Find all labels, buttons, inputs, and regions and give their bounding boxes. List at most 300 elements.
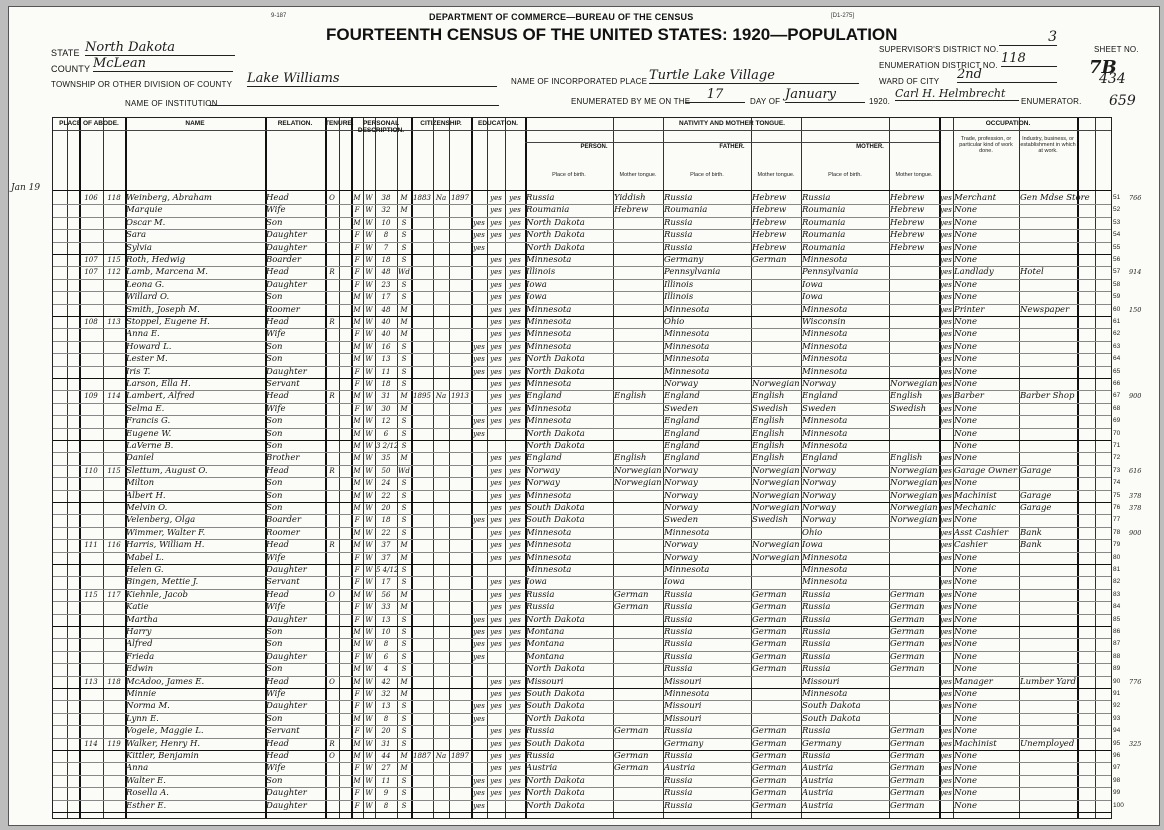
cell-age: 35 (381, 454, 391, 463)
cell-sex: F (354, 603, 360, 612)
cell-sex: M (353, 739, 361, 748)
enumerator-name: Carl H. Helmbrecht (895, 87, 1019, 101)
line-number: 64 (1113, 355, 1121, 363)
cell-eng: yes (940, 479, 952, 488)
cell-name: Iris T. (126, 366, 151, 377)
cell-occ: None (954, 726, 978, 737)
cell-fam: 114 (107, 392, 121, 401)
cell-age: 31 (381, 739, 391, 748)
cell-eng: yes (940, 355, 952, 364)
census-table (52, 117, 1142, 819)
cell-pob: North Dakota (526, 230, 585, 241)
cell-pob: Missouri (526, 676, 564, 687)
cell-dw: 106 (84, 194, 98, 202)
cell-fpob: England (664, 453, 700, 464)
cell-mar: M (400, 603, 408, 612)
cell-mar: S (401, 218, 407, 227)
table-row (53, 291, 1121, 303)
cell-rel: Daughter (266, 701, 307, 712)
cell-read: yes (490, 702, 502, 711)
cell-age: 37 (381, 541, 391, 550)
cell-fpob: Russia (664, 193, 693, 203)
cell-sex: F (354, 553, 360, 562)
cell-eng: yes (940, 504, 952, 512)
cell-sex: F (354, 231, 360, 240)
cell-own: R (329, 739, 335, 748)
cell-mpob: Iowa (802, 279, 823, 290)
county-label: COUNTY (51, 64, 91, 74)
cell-fpob: England (664, 391, 700, 402)
cell-fpob: Russia (664, 775, 693, 786)
cell-race: W (365, 342, 373, 351)
group-heading: PLACE OF ABODE. (59, 120, 119, 127)
cell-rel: Wife (266, 403, 286, 414)
line-number: 93 (1113, 714, 1121, 722)
cell-name: Helen G. (126, 565, 164, 575)
cell-race: W (365, 417, 373, 426)
cell-fam: 116 (107, 541, 121, 550)
cell-mt: Hebrew (614, 205, 649, 216)
cell-rel: Wife (266, 205, 286, 216)
cell-age: 18 (381, 516, 391, 525)
cell-occ: None (954, 639, 978, 650)
cell-fpob: Minnesota (664, 565, 710, 575)
line-number: 74 (1113, 479, 1121, 487)
cell-mar: M (400, 677, 408, 686)
line-number: 73 (1113, 466, 1121, 474)
cell-mpob: Wisconsin (802, 317, 846, 327)
table-row (53, 378, 1121, 390)
cell-pob: North Dakota (526, 428, 585, 439)
cell-own: O (329, 590, 335, 599)
cell-yr: 1887 (413, 752, 431, 760)
cell-pob: Minnesota (526, 552, 572, 563)
cell-fpob: Germany (664, 738, 704, 749)
cell-race: W (365, 380, 373, 388)
cell-eng: yes (940, 541, 952, 550)
cell-rel: Son (266, 775, 283, 786)
enum-district-value: 118 (1001, 51, 1057, 67)
cell-mpob: Russia (802, 589, 831, 600)
cell-age: 31 (381, 392, 391, 401)
cell-mar: S (401, 417, 407, 426)
line-number: 69 (1113, 417, 1121, 425)
cell-fam: 113 (107, 318, 121, 326)
line-number: 79 (1113, 541, 1121, 549)
cell-read: yes (490, 293, 502, 302)
cell-age: 33 (381, 603, 391, 612)
group-heading: CITIZENSHIP. (420, 120, 462, 127)
cell-rel: Head (266, 391, 289, 402)
cell-age: 40 (381, 318, 391, 326)
cell-write: yes (509, 342, 521, 351)
cell-fmt: German (752, 602, 787, 613)
page-title: FOURTEENTH CENSUS OF THE UNITED STATES: 1920—POPULATION (326, 25, 898, 44)
table-row (53, 800, 1124, 812)
cell-age: 18 (381, 380, 391, 388)
cell-name: Wimmer, Walter F. (126, 527, 206, 538)
cell-pob: Iowa (526, 279, 547, 290)
cell-mt: Yiddish (614, 193, 646, 203)
cell-read: yes (490, 305, 502, 314)
cell-mpob: Iowa (802, 292, 823, 303)
cell-own: R (329, 392, 335, 401)
table-row (53, 564, 1121, 576)
line-number: 100 (1113, 801, 1124, 809)
cell-sex: F (354, 380, 360, 388)
cell-mar: S (401, 504, 407, 512)
table-row (53, 403, 1121, 415)
cell-sex: M (353, 590, 361, 599)
cell-occ: None (954, 416, 978, 427)
table-row (53, 242, 1121, 254)
margin-code: 378 (1129, 504, 1142, 512)
cell-age: 11 (381, 776, 391, 785)
cell-age: 13 (381, 355, 391, 364)
cell-age: 9 (383, 789, 389, 798)
line-number: 82 (1113, 578, 1121, 586)
cell-mpob: Austria (802, 775, 834, 786)
cell-age: 13 (381, 702, 391, 711)
column-heading: Place of birth. (552, 172, 586, 178)
margin-code: 900 (1129, 528, 1142, 537)
cell-fpob: Russia (664, 217, 693, 228)
cell-age: 24 (381, 479, 391, 488)
cell-mar: M (400, 541, 408, 550)
cell-fpob: Minnesota (664, 304, 710, 315)
table-row (53, 440, 1121, 452)
cell-write: yes (509, 367, 521, 376)
cell-occ: None (954, 614, 978, 625)
cell-mpob: Roumania (802, 205, 846, 216)
cell-race: W (365, 392, 373, 401)
line-number: 86 (1113, 628, 1121, 635)
cell-dw: 110 (84, 466, 98, 475)
table-row (53, 415, 1121, 427)
cell-pob: Montana (526, 627, 565, 637)
cell-age: 12 (381, 417, 391, 426)
cell-occ: None (954, 763, 978, 774)
cell-mar: M (400, 305, 408, 314)
margin-code: 776 (1129, 677, 1142, 686)
cell-fpob: Russia (664, 726, 693, 737)
cell-rel: Wife (266, 602, 286, 613)
cell-eng: yes (940, 454, 952, 463)
cell-name: Marquie (126, 205, 163, 216)
cell-occ: Manager (954, 676, 993, 687)
cell-eng: yes (940, 417, 952, 426)
cell-race: W (365, 566, 373, 574)
cell-fam: 119 (107, 739, 121, 748)
cell-sex: F (354, 652, 360, 661)
cell-read: yes (490, 541, 502, 550)
cell-eng: yes (940, 268, 952, 277)
cell-race: W (365, 727, 373, 736)
cell-mpob: Norway (802, 465, 836, 476)
cell-fpob: England (664, 428, 700, 439)
cell-mpob: Russia (802, 726, 831, 737)
line-number: 57 (1113, 268, 1121, 276)
cell-mmt: Swedish (890, 403, 927, 414)
table-row (53, 787, 1121, 799)
cell-sex: M (353, 355, 361, 364)
cell-mar: S (401, 355, 407, 364)
cell-name: Sara (126, 230, 147, 241)
cell-read: yes (490, 318, 502, 326)
cell-occ: None (954, 751, 978, 761)
cell-occ: None (954, 230, 978, 241)
cell-mpob: Russia (802, 651, 831, 662)
cell-name: Oscar M. (126, 217, 166, 228)
cell-write: yes (509, 578, 521, 587)
line-number: 81 (1113, 566, 1121, 573)
cell-mmt: English (890, 391, 923, 402)
cell-sch: yes (473, 801, 485, 810)
cell-fmt: Norwegian (752, 465, 800, 476)
cell-fpob: Russia (664, 614, 693, 625)
cell-name: Rosella A. (126, 788, 169, 799)
census-sheet (8, 6, 1160, 826)
cell-rel: Son (266, 354, 283, 365)
cell-read: yes (490, 392, 502, 401)
cell-write: yes (509, 268, 521, 277)
cell-occ: Mechanic (954, 503, 996, 513)
column-heading: Trade, profession, or particular kind of work done. (959, 136, 1013, 154)
cell-pob: Illinois (526, 267, 556, 278)
cell-mmt: Norwegian (890, 515, 938, 526)
cell-ind: Bank (1020, 527, 1042, 538)
table-row (53, 254, 1121, 266)
state-label: STATE (51, 48, 80, 58)
cell-fmt: Hebrew (752, 217, 787, 228)
cell-sex: F (354, 801, 360, 810)
cell-dw: 107 (84, 256, 98, 264)
cell-mpob: Roumania (802, 217, 846, 228)
cell-read: yes (490, 330, 502, 339)
cell-fpob: Norway (664, 465, 698, 476)
cell-mt: Norwegian (614, 478, 662, 489)
cell-sch: yes (473, 231, 485, 240)
cell-mpob: Russia (802, 614, 831, 625)
cell-ind: Lumber Yard (1020, 676, 1076, 687)
cell-rel: Roomer (266, 304, 300, 315)
cell-write: yes (509, 466, 521, 475)
cell-rel: Son (266, 217, 283, 228)
table-row (53, 676, 1142, 688)
cell-mar: S (401, 516, 407, 525)
cell-pob: Minnesota (526, 490, 572, 501)
sheet-value: 7B (1089, 57, 1117, 78)
cell-fmt: German (752, 639, 787, 650)
cell-occ: Machinist (954, 738, 997, 749)
table-row (53, 713, 1121, 725)
cell-fpob: Minnesota (664, 689, 710, 699)
cell-pob: Minnesota (526, 255, 572, 265)
cell-sex: F (354, 702, 360, 711)
cell-name: Harris, William H. (126, 540, 205, 551)
cell-fmt: English (752, 441, 785, 451)
table-row (53, 428, 1121, 440)
column-heading: Mother tongue. (757, 172, 795, 178)
cell-fmt: Norwegian (752, 478, 800, 489)
cell-age: 22 (381, 528, 391, 537)
enum-district-label: ENUMERATION DISTRICT NO. (879, 61, 998, 70)
cell-mmt: Hebrew (890, 217, 925, 228)
cell-sch: yes (473, 628, 485, 636)
date-margin-note: Jan 19 (11, 183, 41, 193)
cell-fmt: English (752, 428, 785, 439)
cell-race: W (365, 367, 373, 376)
cell-occ: None (954, 478, 978, 489)
cell-name: Leona G. (126, 279, 165, 290)
cell-write: yes (509, 603, 521, 612)
cell-race: W (365, 454, 373, 463)
cell-write: yes (509, 541, 521, 550)
cell-rel: Son (266, 490, 283, 501)
cell-occ: Asst Cashier (954, 527, 1009, 538)
cell-occ: None (954, 713, 978, 724)
cell-age: 6 (383, 429, 389, 438)
cell-pob: England (526, 391, 562, 402)
group-heading: NATIVITY AND MOTHER TONGUE. (679, 120, 785, 127)
cell-fmt: Norwegian (752, 540, 800, 551)
cell-sex: F (354, 727, 360, 736)
cell-mar: M (400, 206, 408, 215)
cell-fpob: Norway (664, 490, 698, 501)
cell-read: yes (490, 776, 502, 785)
cell-occ: None (954, 205, 978, 216)
cell-age: 42 (381, 677, 391, 686)
cell-yrnat: 1913 (451, 392, 469, 401)
column-heading: Place of birth. (690, 172, 724, 178)
sheet-label: SHEET NO. (1094, 45, 1139, 54)
cell-mmt: Norwegian (890, 465, 938, 476)
cell-dw: 107 (84, 268, 98, 277)
cell-fmt: German (752, 738, 787, 749)
cell-age: 11 (381, 367, 391, 376)
cell-eng: yes (940, 491, 952, 500)
cell-rel: Boarder (266, 255, 302, 265)
cell-occ: None (954, 403, 978, 414)
cell-name: Eugene W. (126, 428, 172, 439)
row-rule (53, 812, 1111, 813)
cell-sex: M (353, 305, 361, 314)
cell-eng: yes (940, 516, 952, 525)
cell-sch: yes (473, 615, 485, 624)
line-number: 72 (1113, 454, 1121, 462)
township-value: Lake Williams (247, 71, 497, 87)
cell-occ: None (954, 800, 978, 811)
cell-mar: S (401, 380, 407, 388)
cell-mpob: Missouri (802, 676, 840, 687)
line-number: 61 (1113, 318, 1121, 325)
cell-sch: yes (473, 342, 485, 351)
cell-eng: yes (940, 330, 952, 339)
cell-fmt: German (752, 627, 787, 637)
cell-race: W (365, 665, 373, 674)
cell-eng: yes (940, 218, 952, 227)
cell-mmt: Norwegian (890, 490, 938, 501)
cell-fpob: Minnesota (664, 527, 710, 538)
cell-sex: F (354, 789, 360, 798)
cell-mar: S (401, 342, 407, 351)
cell-sex: M (353, 293, 361, 302)
cell-fpob: Russia (664, 788, 693, 799)
cell-dw: 108 (84, 318, 98, 326)
cell-fpob: Iowa (664, 577, 685, 588)
cell-write: yes (509, 504, 521, 512)
cell-mpob: Norway (802, 379, 836, 389)
cell-name: Anna (126, 763, 149, 774)
cell-read: yes (490, 454, 502, 463)
cell-fmt: German (752, 614, 787, 625)
cell-sex: M (353, 454, 361, 463)
cell-age: 27 (381, 764, 391, 773)
line-number: 59 (1113, 293, 1121, 301)
cell-mar: S (401, 280, 407, 289)
cell-write: yes (509, 739, 521, 748)
line-number: 60 (1113, 305, 1121, 313)
cell-mpob: Iowa (802, 540, 823, 551)
cell-pob: Minnesota (526, 565, 572, 575)
cell-pob: Minnesota (526, 527, 572, 538)
cell-sex: M (353, 342, 361, 351)
line-number: 58 (1113, 280, 1121, 288)
enumerated-month: January (785, 87, 865, 103)
cell-fpob: Roumania (664, 205, 708, 216)
cell-fmt: German (752, 726, 787, 737)
cell-write: yes (509, 702, 521, 711)
cell-pob: Austria (526, 763, 558, 774)
line-number: 54 (1113, 231, 1121, 239)
line-number: 91 (1113, 690, 1121, 697)
cell-pob: Roumania (526, 205, 570, 216)
cell-occ: Machinist (954, 490, 997, 501)
cell-write: yes (509, 727, 521, 736)
cell-read: yes (490, 640, 502, 649)
cell-own: R (329, 466, 335, 475)
cell-rel: Wife (266, 329, 286, 340)
cell-name: Norma M. (126, 701, 170, 712)
cell-fpob: Illinois (664, 279, 694, 290)
cell-dw: 114 (84, 739, 98, 748)
cell-age: 8 (383, 714, 389, 723)
cell-nat: Na (435, 752, 447, 760)
cell-read: yes (490, 404, 502, 413)
cell-fpob: Missouri (664, 713, 702, 724)
table-row (53, 589, 1121, 601)
cell-sex: M (353, 528, 361, 537)
cell-rel: Wife (266, 689, 286, 699)
cell-occ: None (954, 428, 978, 439)
line-number: 71 (1113, 442, 1121, 449)
table-row (53, 353, 1121, 365)
cell-age: 48 (381, 268, 391, 277)
cell-mar: S (401, 652, 407, 661)
cell-rel: Son (266, 639, 283, 650)
cell-pob: England (526, 453, 562, 464)
cell-rel: Head (266, 465, 289, 476)
cell-eng: yes (940, 739, 952, 748)
line-number: 70 (1113, 429, 1121, 437)
cell-mar: S (401, 714, 407, 723)
cell-rel: Son (266, 478, 283, 489)
cell-mmt: German (890, 602, 925, 613)
cell-race: W (365, 776, 373, 785)
cell-sex: F (354, 367, 360, 376)
cell-write: yes (509, 318, 521, 326)
cell-read: yes (490, 268, 502, 277)
